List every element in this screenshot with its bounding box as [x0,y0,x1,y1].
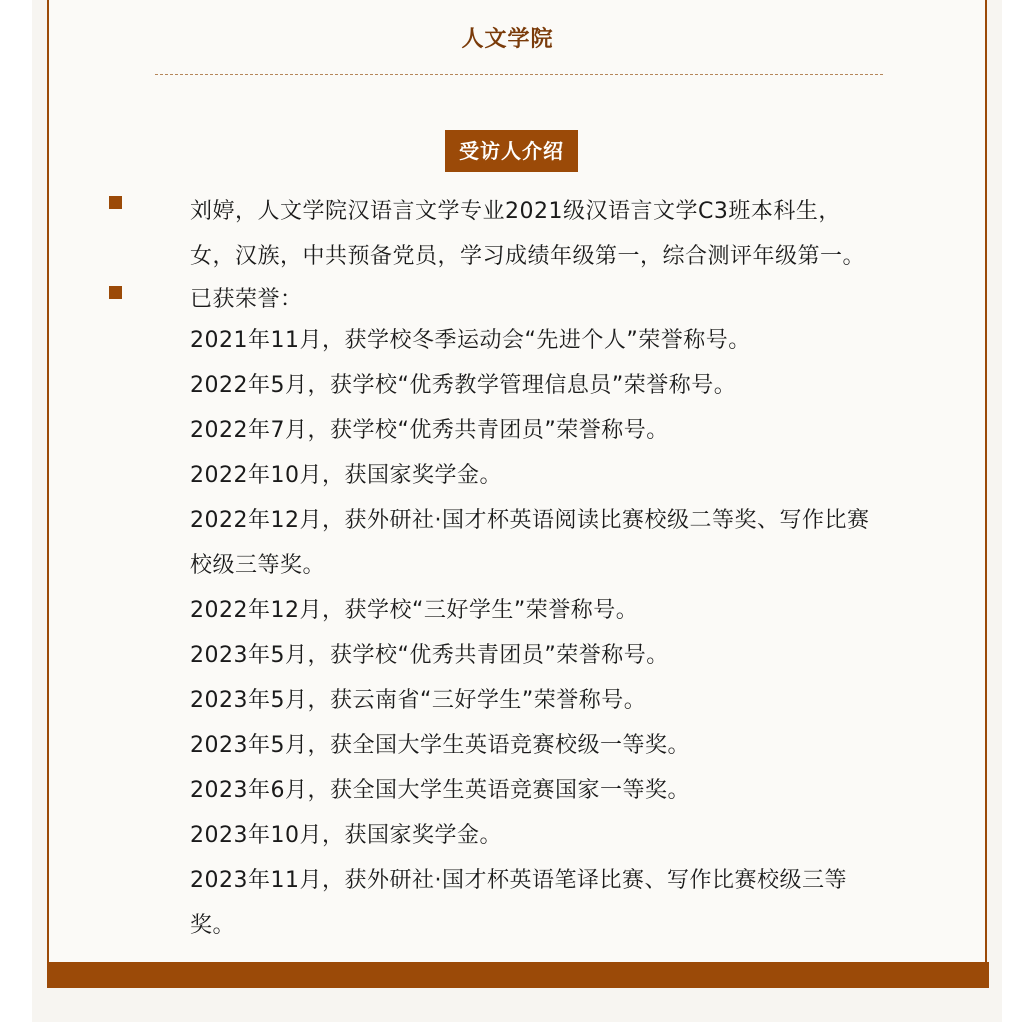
college-title: 人文学院 [461,27,554,52]
square-bullet-icon [109,286,122,299]
profile-line: 女，汉族，中共预备党员，学习成绩年级第一，综合测评年级第一。 [190,244,866,269]
honor-line: 奖。 [190,913,236,938]
honor-line: 2021年11月，获学校冬季运动会“先进个人”荣誉称号。 [190,328,751,353]
honor-line: 2022年5月，获学校“优秀教学管理信息员”荣誉称号。 [190,373,737,398]
honor-line: 2022年12月，获外研社·国才杯英语阅读比赛校级二等奖、写作比赛 [190,508,870,533]
honor-line: 2023年5月，获学校“优秀共青团员”荣誉称号。 [190,643,669,668]
honor-line: 2023年5月，获云南省“三好学生”荣誉称号。 [190,688,647,713]
honor-line: 校级三等奖。 [190,553,326,578]
honors-heading: 已获荣誉： [190,287,303,312]
section-tag: 受访人介绍 [445,130,578,172]
honor-line: 2023年6月，获全国大学生英语竞赛国家一等奖。 [190,778,690,803]
honor-line: 2023年10月，获国家奖学金。 [190,823,502,848]
profile-line: 刘婷，人文学院汉语言文学专业2021级汉语言文学C3班本科生， [190,199,841,224]
dashed-divider [155,74,883,75]
honor-line: 2023年11月，获外研社·国才杯英语笔译比赛、写作比赛校级三等 [190,868,847,893]
square-bullet-icon [109,196,122,209]
honor-line: 2023年5月，获全国大学生英语竞赛校级一等奖。 [190,733,690,758]
honor-line: 2022年12月，获学校“三好学生”荣誉称号。 [190,598,639,623]
honor-line: 2022年10月，获国家奖学金。 [190,463,502,488]
honor-line: 2022年7月，获学校“优秀共青团员”荣誉称号。 [190,418,669,443]
bottom-accent-bar [47,962,989,988]
